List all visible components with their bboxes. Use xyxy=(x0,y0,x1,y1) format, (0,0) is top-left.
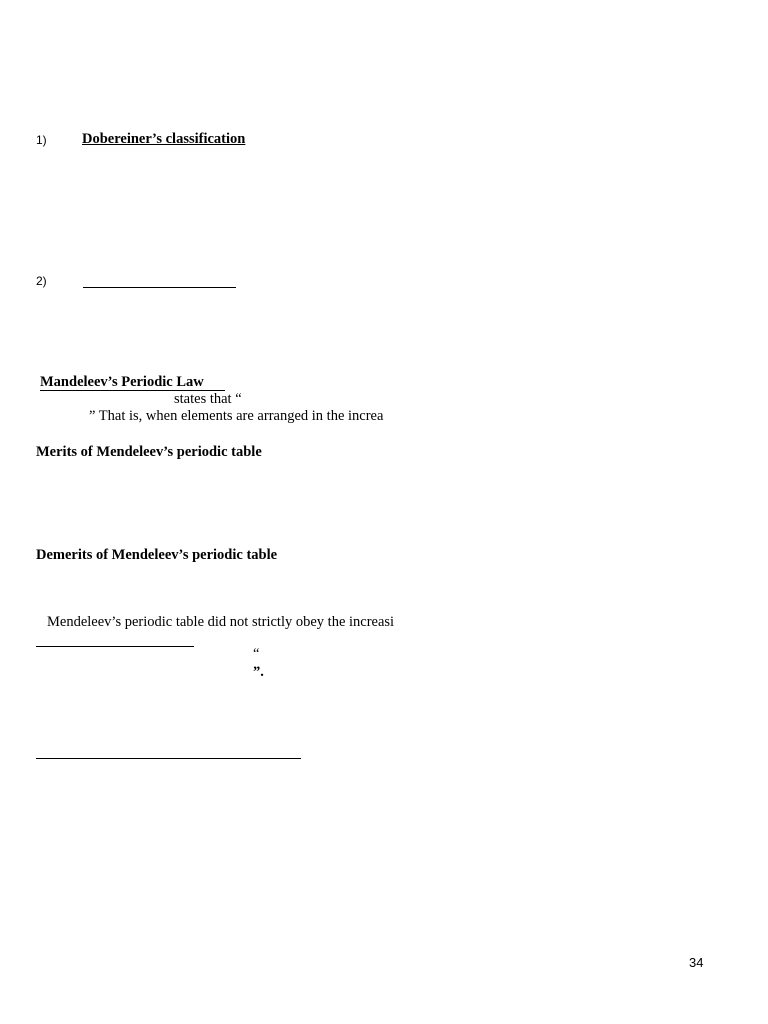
item-2-heading-blank-line xyxy=(83,287,236,288)
demerits-close-quote: ”. xyxy=(253,664,264,680)
item-2-number: 2) xyxy=(36,274,47,288)
periodic-law-line-1: states that “ xyxy=(174,391,242,407)
merits-heading: Merits of Mendeleev’s periodic table xyxy=(36,444,262,460)
demerits-blank-line-2 xyxy=(36,758,301,759)
page-number: 34 xyxy=(689,955,704,970)
item-1-number: 1) xyxy=(36,133,47,147)
demerits-blank-line-1 xyxy=(36,646,194,647)
periodic-law-heading: Mandeleev’s Periodic Law xyxy=(40,374,204,390)
item-1-heading: Dobereiner’s classification xyxy=(82,131,246,147)
demerits-line-1: Mendeleev’s periodic table did not strictly obey the increasi xyxy=(47,614,395,630)
periodic-law-line-2: ” That is, when elements are arranged in the increa xyxy=(89,408,384,424)
demerits-heading: Demerits of Mendeleev’s periodic table xyxy=(36,547,278,563)
demerits-open-quote: “ xyxy=(253,646,260,662)
